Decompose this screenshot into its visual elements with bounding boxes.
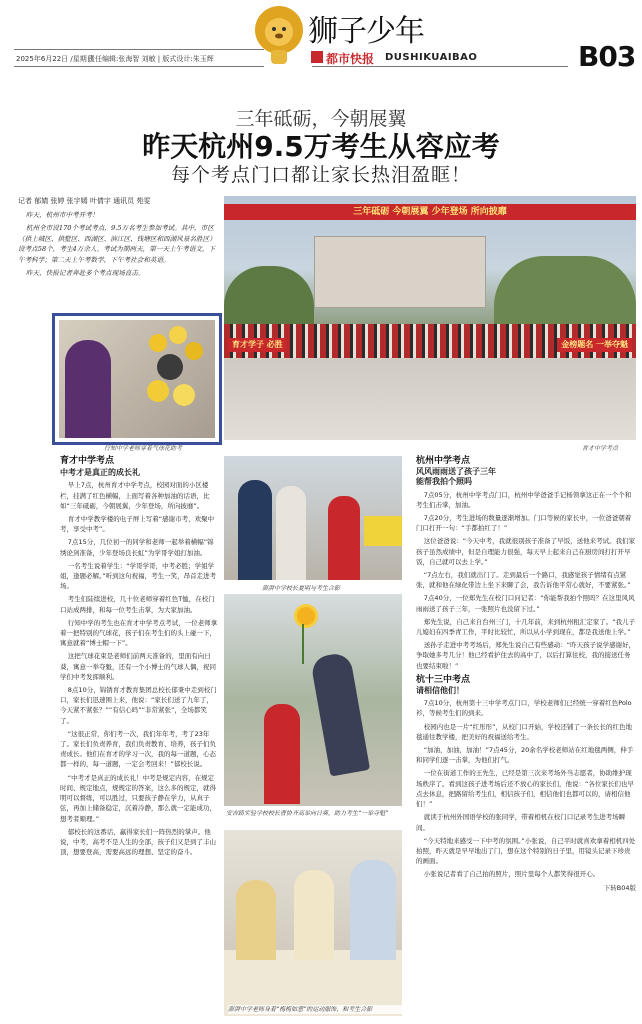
left-photo-teacher xyxy=(65,340,111,438)
article-right-paragraph: 这位爸爸说：“今天中考，我就很别孩子准备了早饭，送他来考试。我们家孩子虽然成绩中，但是自理能力很强，每天早上起来自己在厨房间打打开早饭，自己就可以去上学。” xyxy=(416,537,636,566)
side-banner-left: 育才学子 必胜 xyxy=(228,338,287,352)
article-right-paragraph: 7点20分，考生进场的数量逐渐增加。门口等候的家长中，一位爸爸朝着门口打开一句：“手都拍红了！” xyxy=(416,514,632,533)
middle-photo-3 xyxy=(224,830,402,1016)
article-right-paragraph: 送孙子走进中考考场后，郑先生说自己有些感动：“昨天孩子说学感谢好，争取她多考几分！他已经看护住去的高中了，以后打算住校，我的接送任务也要结束啦！” xyxy=(416,641,636,670)
article-left-subhead: 中考才是真正的成长礼 xyxy=(60,468,140,478)
article-left-paragraph: 育才中学教学楼的电子屏上写着“感谢市考，欢聚中考，享受中考”。 xyxy=(60,515,215,534)
article-right-section-2: 杭十三中考点 xyxy=(416,674,471,685)
article-left xyxy=(60,456,218,860)
intro-paragraph: 昨天，快报记者奔赴多个考点现场直击。 xyxy=(25,269,145,278)
article-left-paragraph: 行知中学的考生也在育才中学考点考试，一位老师拿着一把特别的气球花，孩子们在考生们的头上碰一下，寓意就着“博士帽一下”。 xyxy=(60,618,218,648)
article-right xyxy=(416,456,636,893)
paper-name: 都市快报 xyxy=(326,52,375,66)
byline: 记者 郁婧 张婷 张宇嫣 叶倩宇 通讯员 苑雯 xyxy=(18,197,151,205)
main-photo-building xyxy=(314,236,486,308)
left-photo-balloon-bouquet xyxy=(139,324,209,420)
article-right-subhead-1b: 能帮我拍个照吗 xyxy=(416,477,472,487)
article-right-paragraph: “加油，加油，加油！”7点45分，20余名学校老师站在红地毯两侧，伸手和同学们逐一击掌，为他们打气。 xyxy=(416,746,634,765)
article-right-paragraph: 7点05分，杭州中学考点门口，杭州中学爸爸手记杨领拿这正在一个个和考生们击掌，加油。 xyxy=(416,490,632,509)
intro-paragraph: 杭州全市设170个考试考点，9.5万名考生参加考试。其中，市区（拱上城区、拱墅区、西湖区、滨江区、钱塘区和西湖风景名胜区）设考点58个，考生4万余人。考试为期两天，第一天上午考语文，下午考科学；第二天上午考数学，下午考社会和英语。 xyxy=(18,224,216,264)
main-photo-ground xyxy=(224,358,636,440)
article-left-paragraph: 8点10分，锦锈育才教育集团总校长郁秉中走到校门口，家长们迅速围上来，他说：“家长们送了九年了，今天紧不紧张？”“有信心吗”“非常紧张”，全场都笑了。 xyxy=(60,686,217,725)
continued-note: 下转B04版 xyxy=(603,883,636,892)
brand-title: 狮子少年 xyxy=(308,14,424,49)
middle-photo-2-caption: 安吉路实验学校校长曹协齐高举向日葵，助力考生“一举夺魁” xyxy=(226,810,389,817)
article-left-paragraph: 郁校长的这番话，赢得家长们一阵热烈的掌声。他说，中考，高考不是人生的全部，孩子们又是到了丰山顶，想要登高，需要高远的理想、坚定的奋斗。 xyxy=(60,827,216,857)
article-right-paragraph: “今天特地来感受一下中考的氛围。”小张说，自己平时就喜欢拿着相机四处拍照，昨天就是早早地出了门，想在这个特别的日子里，用镜头记录下珍贵的画面。 xyxy=(416,836,636,866)
paper-pinyin: DUSHIKUAIBAO xyxy=(385,52,478,63)
left-photo xyxy=(59,320,215,438)
article-left-paragraph: 早上7点，杭州育才中学考点，校园对面的小区楼栏，挂满了红色横幅，上面写着各种加油的话语，比如“三年砥砺，今朝展翼，少年登场，所向披靡”。 xyxy=(60,481,210,510)
main-photo-banner: 三年砥砺 今朝展翼 少年登场 所向披靡 xyxy=(224,204,636,220)
middle-photo-3-caption: 澎湃中学老师身着“梅梅如意”的运动服饰，和考生合影 xyxy=(228,1005,404,1014)
middle-photo-1-caption: 澎湃中学校长夏明与考生合影 xyxy=(262,585,341,592)
left-photo-caption: 行知中学老师穿着气球花助考 xyxy=(104,445,183,452)
article-right-paragraph: “7点左右，我们就出门了。走到最后一个路口，我感觉孩子情绪有点紧张，就和他在绿化带边上坐下来聊了会，我告诉他平常心就好，不要紧张。” xyxy=(416,571,631,590)
article-right-paragraph: 一位在街道工作的王先生，已经是第三次来考场外当志愿者，协助维护现场秩序了。看到这孩子进考场后还不放心的家长们，他说：“各位家长们也早点去休息，把路留给考生们，相信孩子们，相信他们也都可以的，请相信他们！” xyxy=(416,769,634,809)
headline-kicker: 三年砥砺，今朝展翼 xyxy=(235,108,407,130)
intro-paragraph: 昨天，杭州市中考开考！ xyxy=(25,211,99,219)
article-right-paragraph: 7点10分，杭州第十三中学考点门口，学校老师们已经统一穿着红色Polo衫，等候考生们的到来。 xyxy=(416,699,632,718)
article-left-paragraph: “这很正常，你们考一次，我们年年考，考了23年了。家长们负责养育，我们负责教育、培养，孩子们负责成长。他们在育才的学习一次，我的每一道题，心态都一样的，每一道题，一定会考回来！”郁校长说。 xyxy=(60,729,216,769)
article-right-paragraph: 就读于杭州外国语学校的张同学，带着相机在校门口记录考生进考场瞬间。 xyxy=(416,813,626,832)
article-left-paragraph: 考生们陆续进校，几十位老师穿着红色T恤，在校门口站成两排，和每一位考生击掌，为大家加油。 xyxy=(60,595,215,614)
article-right-section-1: 杭州中学考点 xyxy=(416,456,471,466)
masthead-rule-bottom xyxy=(14,66,264,67)
article-left-paragraph: 一名考生说着学生：“学哥学哥，中考必胜；学姐学姐，逢题必解。”听到这句祝福，考生一笑，昂首走进考场。 xyxy=(60,561,217,591)
left-photo-frame xyxy=(52,313,222,445)
article-left-paragraph: “中考才是真正的成长礼！中考是规定内容，在规定时间、规定地点，规规定的答案，这么多的规定，就得明可以督练，可以胜过，只要孩子静在学力，从真子弦，再加上储备稳定，沉着冷静，那么就一定能成功，想考者顺理。” xyxy=(60,773,216,823)
masthead-rule xyxy=(14,49,264,50)
masthead xyxy=(0,0,642,80)
article-left-paragraph: 7点15分，几位初一的同学和老师一起举着横幅“锦绣论剑准备，少年登场良长虹”为学哥学姐打加油。 xyxy=(60,538,214,557)
headline-main: 昨天杭州9.5万考生从容应考 xyxy=(142,130,500,163)
paper-logo-box xyxy=(311,51,323,63)
article-right-paragraph: 校园内也是一片“红彤彤”，从校门口开始，学校还铺了一条长长的红色地毯通往教学楼，把美好的祝福送给考生。 xyxy=(416,722,633,741)
article-right-paragraph: 7点40分，一位郑先生在校门口问记者：“你能帮我拍个照吗？在这里风风雨雨送了孩子三年，一张照片也没留下过。” xyxy=(416,594,635,613)
middle-photo-2 xyxy=(224,594,402,806)
headline-deck: 每个考点门口都让家长热泪盈眶！ xyxy=(170,164,471,186)
side-banner-right: 金榜题名 一举夺魁 xyxy=(557,338,632,352)
article-right-subhead-2: 请相信他们！ xyxy=(416,686,464,696)
article-left-paragraph: 这把气球花束是老师们前两天准备的，里面有向日葵，寓意一举夺魁，还有一个小博士的气球人偶，祝同学们中考发挥顺利。 xyxy=(60,652,216,681)
article-left-section: 育才中学考点 xyxy=(60,456,115,466)
main-photo-caption: 育才中学考点 xyxy=(582,445,619,452)
article-right-subhead-1a: 风风雨雨送了孩子三年 xyxy=(416,467,496,477)
intro-text xyxy=(18,210,218,281)
article-right-paragraph: 郑先生说，自己来自台州三门，十几年前，来到杭州租汇定家了。“我儿子儿媳妇在四季青工作，平时比较忙，所以从小学到现在，都是我送他上学。” xyxy=(416,617,636,637)
article-right-paragraph: 小张说记者看了自己拍的照片，照片里每个人都笑得很开心。 xyxy=(423,870,600,879)
main-photo xyxy=(224,196,636,440)
sunflower-icon xyxy=(294,604,318,628)
lion-mascot-logo xyxy=(250,4,308,66)
page-number: B03 xyxy=(578,40,636,73)
masthead-rule-right xyxy=(312,66,568,67)
masthead-editors: 责任编辑:张海智 刘敏 | 版式设计:朱玉辉 xyxy=(88,55,214,63)
masthead-date: 2025年6月22日 /星期日 xyxy=(16,55,94,63)
middle-photo-1 xyxy=(224,456,402,580)
